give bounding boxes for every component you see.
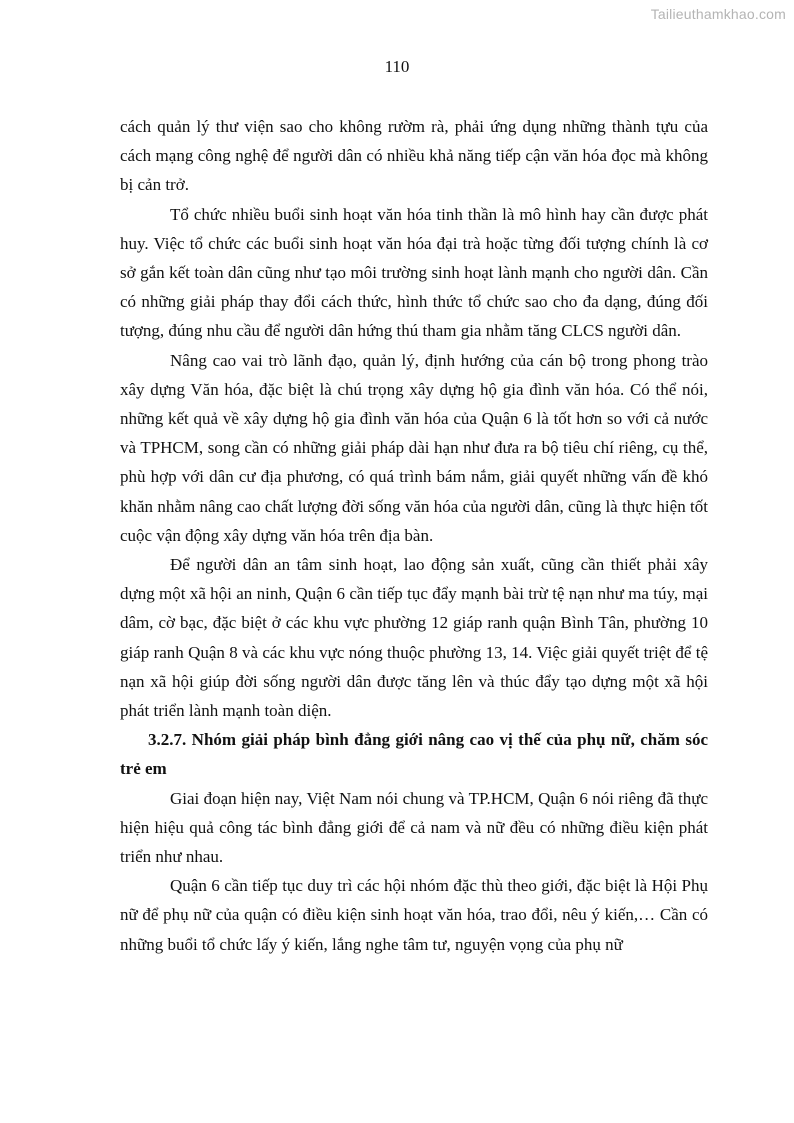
paragraph: Tổ chức nhiều buổi sinh hoạt văn hóa tinh thần là mô hình hay cần được phát huy. Việc tổ chức các buổi sinh hoạt văn hóa đại trà hoặc từng đối tượng chính là cơ sở gắn kết toàn dân cũng như tạo môi trường sinh hoạt lành mạnh cho người dân. Cần có những giải pháp thay đổi cách thức, hình thức tổ chức sao cho đa dạng, đúng đối tượng, đúng nhu cầu để người dân hứng thú tham gia nhằm tăng CLCS người dân. xyxy=(120,204,708,341)
document-body xyxy=(120,112,708,959)
paragraph: Nâng cao vai trò lãnh đạo, quản lý, định hướng của cán bộ trong phong trào xây dựng Văn hóa, đặc biệt là chú trọng xây dựng hộ gia đình văn hóa. Có thể nói, những kết quả về xây dựng hộ gia đình văn hóa của Quận 6 là tốt hơn so với cả nước và TPHCM, song cần có những giải pháp dài hạn như đưa ra bộ tiêu chí riêng, cụ thể, phù hợp với dân cư địa phương, có quá trình bám nắm, giải quyết những vấn đề khó khăn nhằm nâng cao chất lượng đời sống văn hóa của người dân, cũng là thực hiện tốt cuộc vận động xây dựng văn hóa trên địa bàn. xyxy=(120,350,708,545)
paragraph: Để người dân an tâm sinh hoạt, lao động sản xuất, cũng cần thiết phải xây dựng một xã hội an ninh, Quận 6 cần tiếp tục đẩy mạnh bài trừ tệ nạn như ma túy, mại dâm, cờ bạc, đặc biệt ở các khu vực phường 12 giáp ranh quận Bình Tân, phường 10 giáp ranh Quận 8 và các khu vực nóng thuộc phường 13, 14. Việc giải quyết triệt để tệ nạn xã hội giúp đời sống người dân được tăng lên và thúc đẩy tạo dựng một xã hội phát triển lành mạnh toàn diện. xyxy=(120,555,708,721)
paragraph: cách quản lý thư viện sao cho không rườm rà, phải ứng dụng những thành tựu của cách mạng công nghệ để người dân có nhiều khả năng tiếp cận văn hóa đọc mà không bị cản trở. xyxy=(120,117,708,195)
watermark: Tailieuthamkhao.com xyxy=(650,6,786,22)
section-heading: 3.2.7. Nhóm giải pháp bình đẳng giới nâng cao vị thế của phụ nữ, chăm sóc trẻ em xyxy=(120,730,708,779)
paragraph: Giai đoạn hiện nay, Việt Nam nói chung và TP.HCM, Quận 6 nói riêng đã thực hiện hiệu quả công tác bình đẳng giới để cả nam và nữ đều có những điều kiện phát triển như nhau. xyxy=(120,788,708,867)
page-number: 110 xyxy=(384,57,410,76)
paragraph: Quận 6 cần tiếp tục duy trì các hội nhóm đặc thù theo giới, đặc biệt là Hội Phụ nữ để phụ nữ của quận có điều kiện sinh hoạt văn hóa, trao đổi, nêu ý kiến,… Cần có những buổi tổ chức lấy ý kiến, lắng nghe tâm tư, nguyện vọng của phụ nữ xyxy=(120,876,708,954)
